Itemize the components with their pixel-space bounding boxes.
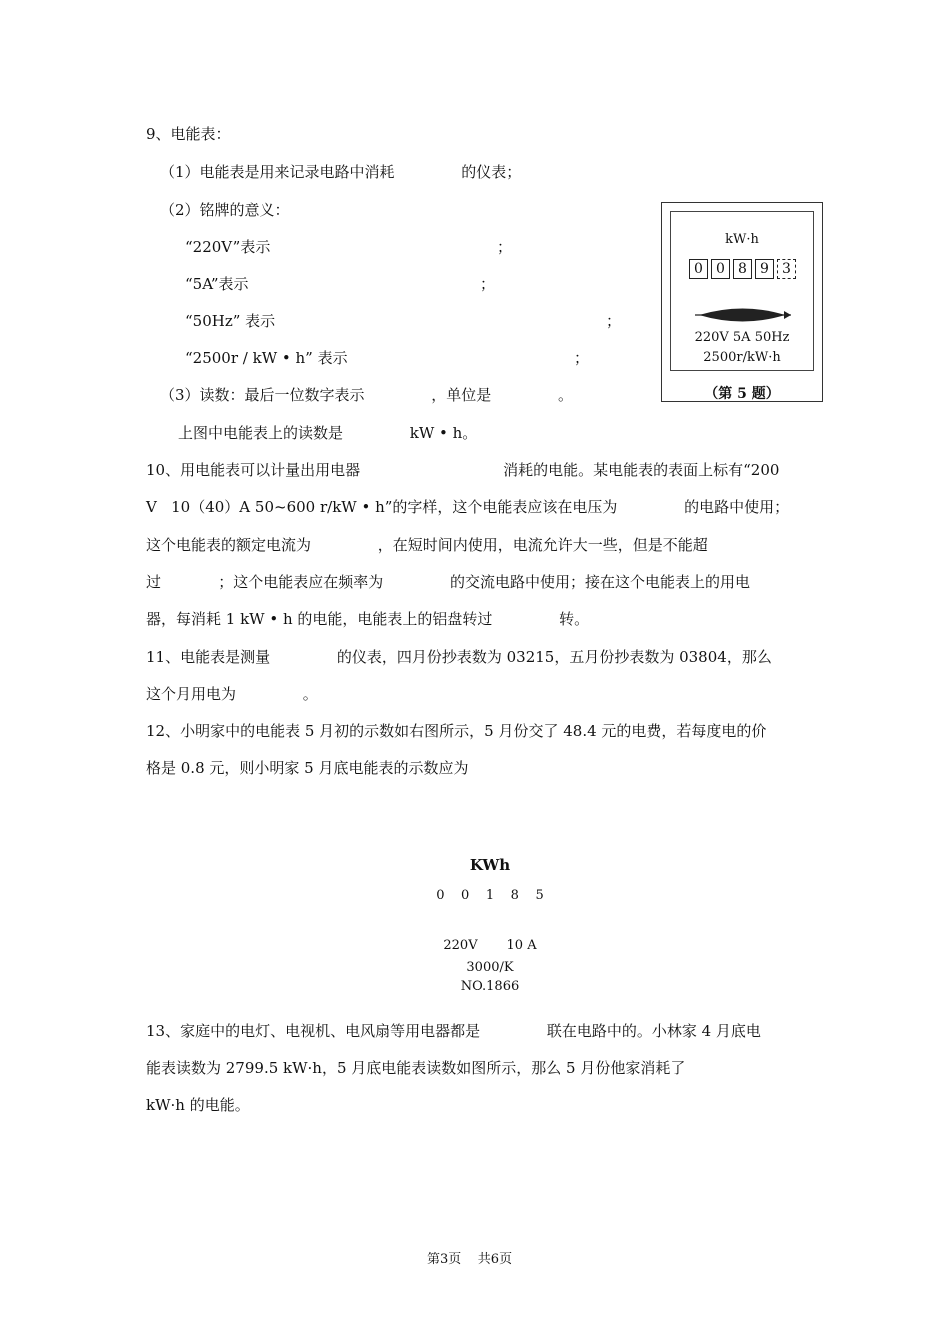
q10-line1: 10、用电能表可以计量出用电器 消耗的电能。某电能表的表面上标有“200	[146, 461, 780, 479]
q13-line3: kW·h 的电能。	[146, 1096, 250, 1114]
q9-part2: （2）铭牌的意义：	[160, 201, 290, 219]
meter-digit: 8	[733, 259, 752, 279]
q11-line1: 11、电能表是测量 的仪表，四月份抄表数为 03215，五月份抄表数为 03804，那么	[146, 648, 772, 666]
q9-part4: 上图中电能表上的读数是 kW • h。	[178, 424, 478, 442]
q9-title: 9、电能表：	[146, 125, 231, 143]
q9-semicolon-4: ；	[574, 349, 590, 367]
q9-part1: （1）电能表是用来记录电路中消耗 的仪表；	[160, 163, 522, 181]
page-footer: 第3页 共6页	[427, 1252, 513, 1267]
meter-spec-line1: 220V 5A 50Hz	[694, 330, 790, 345]
q9-50hz: “50Hz” 表示	[185, 312, 276, 330]
q12-line2: 格是 0.8 元，则小明家 5 月底电能表的示数应为	[146, 759, 469, 777]
q10-line3: 这个电能表的额定电流为 ，在短时间内使用，电流允许大一些，但是不能超	[146, 536, 708, 554]
q9-part3: （3）读数：最后一位数字表示 ，单位是 。	[160, 386, 574, 404]
q9-220v: “220V”表示	[185, 238, 271, 256]
meter12-digits: 0 0 1 8 5	[436, 888, 544, 903]
q13-line2: 能表读数为 2799.5 kW·h，5 月底电能表读数如图所示，那么 5 月份他家消耗了	[146, 1059, 686, 1077]
q9-2500r: “2500r / kW • h” 表示	[185, 349, 348, 367]
meter-digits	[689, 259, 799, 279]
q9-5a: “5A”表示	[185, 275, 249, 293]
q10-line4: 过 ；这个电能表应在频率为 的交流电路中使用；接在这个电能表上的用电	[146, 573, 750, 591]
meter-digit: 0	[711, 259, 730, 279]
meter12-spec2: 3000/K	[466, 960, 514, 975]
meter-digit-decimal: 3	[777, 259, 796, 279]
q9-semicolon-3: ；	[606, 312, 622, 330]
meter-digit: 0	[689, 259, 708, 279]
meter-figure	[661, 202, 823, 402]
q11-line2: 这个月用电为 。	[146, 685, 318, 703]
figure-caption: （第 5 题）	[704, 386, 780, 402]
meter12-spec1: 220V 10 A	[443, 938, 537, 953]
q13-line1: 13、家庭中的电灯、电视机、电风扇等用电器都是 联在电路中的。小林家 4 月底电	[146, 1022, 761, 1040]
q9-semicolon-1: ；	[497, 238, 513, 256]
meter-unit: kW·h	[725, 232, 759, 247]
meter-disc-icon	[693, 304, 793, 326]
meter-face	[670, 211, 814, 371]
q12-line1: 12、小明家中的电能表 5 月初的示数如右图所示，5 月份交了 48.4 元的电费，若每度电的价	[146, 722, 767, 740]
meter-digit: 9	[755, 259, 774, 279]
meter12-spec3: NO.1866	[460, 979, 520, 994]
q9-semicolon-2: ；	[480, 275, 496, 293]
q10-line5: 器，每消耗 1 kW • h 的电能，电能表上的铝盘转过 转。	[146, 610, 590, 628]
meter-spec-line2: 2500r/kW·h	[703, 350, 781, 365]
q10-line2: V 10（40）A 50~600 r/kW • h”的字样，这个电能表应该在电压为 的电路中使用；	[146, 498, 790, 516]
meter12-unit: KWh	[469, 856, 511, 874]
